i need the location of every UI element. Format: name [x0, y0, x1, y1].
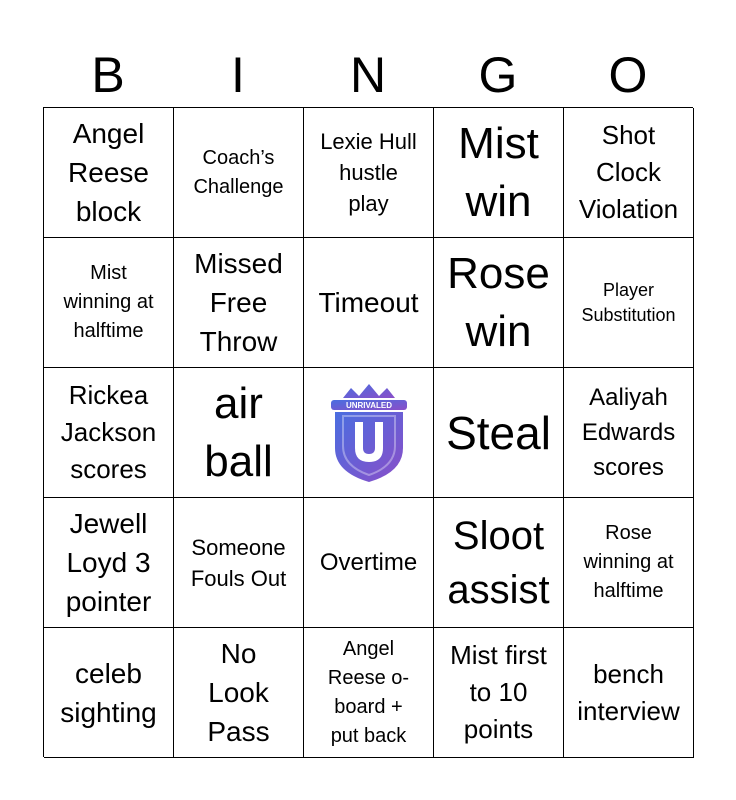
bingo-cell[interactable]: Mist winning at halftime: [44, 238, 174, 368]
bingo-cell[interactable]: Shot Clock Violation: [564, 108, 694, 238]
bingo-cell[interactable]: Mist win: [434, 108, 564, 238]
bingo-cell[interactable]: Sloot assist: [434, 498, 564, 628]
bingo-cell[interactable]: Aaliyah Edwards scores: [564, 368, 694, 498]
bingo-cell[interactable]: Mist first to 10 points: [434, 628, 564, 758]
bingo-cell[interactable]: Missed Free Throw: [174, 238, 304, 368]
header-letter-o: O: [608, 47, 648, 103]
bingo-cell[interactable]: No Look Pass: [174, 628, 304, 758]
header-letter-i: I: [231, 47, 245, 103]
bingo-cell[interactable]: celeb sighting: [44, 628, 174, 758]
header-letter-n: N: [349, 47, 387, 103]
bingo-board: [43, 107, 693, 757]
bingo-cell[interactable]: bench interview: [564, 628, 694, 758]
bingo-cell[interactable]: Lexie Hull hustle play: [304, 108, 434, 238]
bingo-cell[interactable]: Steal: [434, 368, 564, 498]
bingo-cell[interactable]: Angel Reese block: [44, 108, 174, 238]
logo-wordmark: UNRIVALED: [345, 400, 392, 410]
bingo-cell[interactable]: Player Substitution: [564, 238, 694, 368]
unrivaled-logo-icon: [329, 382, 409, 484]
bingo-header: [43, 44, 693, 106]
bingo-cell[interactable]: Rose winning at halftime: [564, 498, 694, 628]
bingo-cell[interactable]: Coach’s Challenge: [174, 108, 304, 238]
header-letter-b: B: [91, 47, 125, 103]
header-letter-g: G: [478, 47, 518, 103]
bingo-cell[interactable]: Someone Fouls Out: [174, 498, 304, 628]
free-space-logo-cell[interactable]: [304, 368, 434, 498]
bingo-cell[interactable]: Overtime: [304, 498, 434, 628]
bingo-cell[interactable]: Jewell Loyd 3 pointer: [44, 498, 174, 628]
bingo-cell[interactable]: Timeout: [304, 238, 434, 368]
bingo-cell[interactable]: Rose win: [434, 238, 564, 368]
bingo-cell[interactable]: Rickea Jackson scores: [44, 368, 174, 498]
bingo-cell[interactable]: air ball: [174, 368, 304, 498]
bingo-cell[interactable]: Angel Reese o- board + put back: [304, 628, 434, 758]
